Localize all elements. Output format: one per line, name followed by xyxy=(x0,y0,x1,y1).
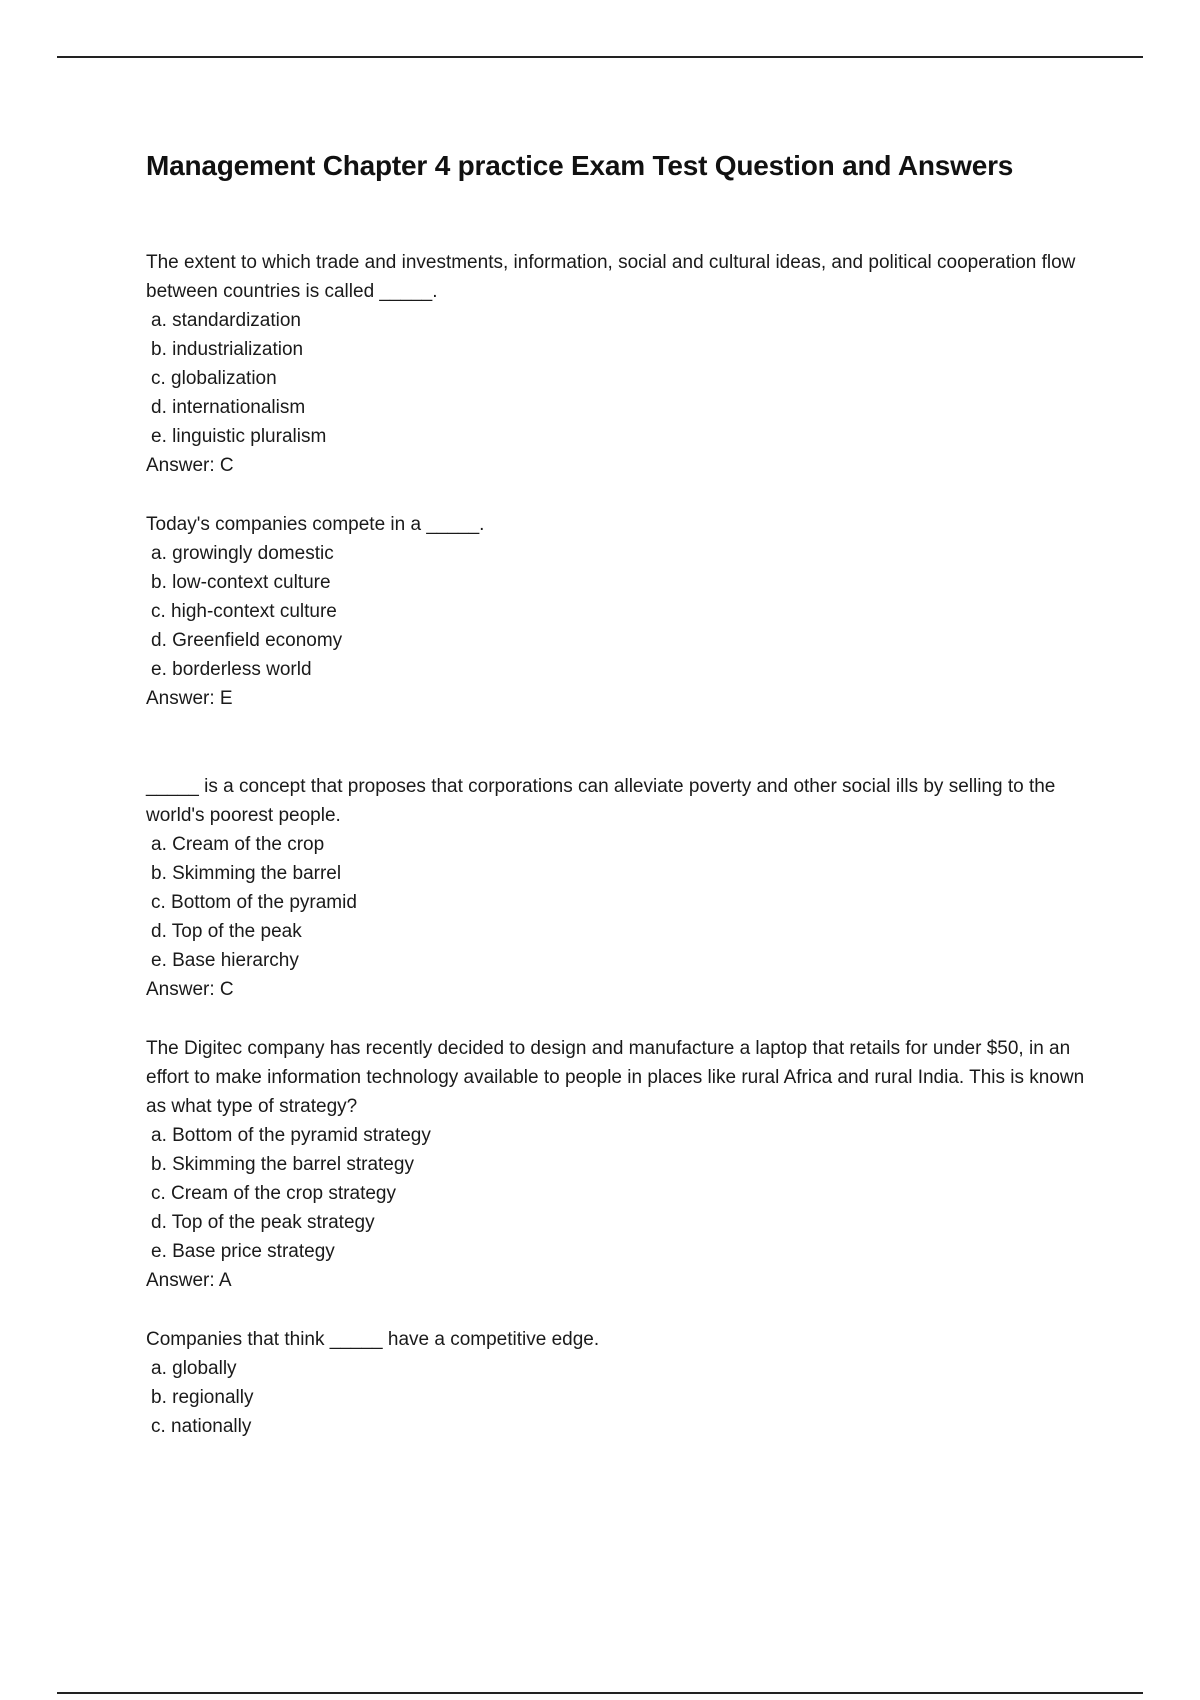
question-text: The Digitec company has recently decided to design and manufacture a laptop that retails for under $50, in an effort to make information technology available to people in places like rural Africa and rural India. This is known as what type of strategy? xyxy=(146,1038,1085,1117)
question-4 xyxy=(146,1034,1106,1295)
options-list xyxy=(146,1354,1106,1441)
question-5 xyxy=(146,1325,1106,1441)
spacer xyxy=(146,1295,1106,1325)
options-list xyxy=(146,1121,1106,1266)
option-c: c. Cream of the crop strategy xyxy=(151,1183,396,1204)
option-a: a. Cream of the crop xyxy=(151,834,325,855)
option-c: c. globalization xyxy=(151,368,277,389)
spacer xyxy=(146,713,1106,772)
option-b: b. low-context culture xyxy=(151,572,331,593)
option-c: c. nationally xyxy=(151,1416,252,1437)
option-d: d. Top of the peak xyxy=(151,921,302,942)
answer-line: Answer: C xyxy=(146,455,234,476)
option-c: c. Bottom of the pyramid xyxy=(151,892,357,913)
option-e: e. Base price strategy xyxy=(151,1241,335,1262)
option-a: a. growingly domestic xyxy=(151,543,334,564)
document-body xyxy=(146,146,1106,1441)
options-list xyxy=(146,306,1106,451)
spacer xyxy=(146,480,1106,510)
option-e: e. Base hierarchy xyxy=(151,950,299,971)
option-b: b. Skimming the barrel strategy xyxy=(151,1154,414,1175)
bottom-rule xyxy=(57,1692,1143,1694)
question-text: Companies that think _____ have a competitive edge. xyxy=(146,1329,600,1350)
options-list xyxy=(146,830,1106,975)
option-d: d. Top of the peak strategy xyxy=(151,1212,375,1233)
question-text: Today's companies compete in a _____. xyxy=(146,514,485,535)
spacer xyxy=(146,1004,1106,1034)
question-text: _____ is a concept that proposes that corporations can alleviate poverty and other social ills by selling to the world's poorest people. xyxy=(146,776,1056,826)
question-3 xyxy=(146,772,1106,1004)
options-list xyxy=(146,539,1106,684)
question-2 xyxy=(146,510,1106,713)
question-1 xyxy=(146,248,1106,480)
option-a: a. globally xyxy=(151,1358,237,1379)
option-b: b. Skimming the barrel xyxy=(151,863,342,884)
answer-line: Answer: E xyxy=(146,688,233,709)
option-a: a. standardization xyxy=(151,310,301,331)
answer-line: Answer: C xyxy=(146,979,234,1000)
option-b: b. industrialization xyxy=(151,339,304,360)
option-d: d. internationalism xyxy=(151,397,306,418)
option-e: e. borderless world xyxy=(151,659,312,680)
answer-line: Answer: A xyxy=(146,1270,232,1291)
top-rule xyxy=(57,56,1143,58)
option-d: d. Greenfield economy xyxy=(151,630,343,651)
question-text: The extent to which trade and investments, information, social and cultural ideas, and political cooperation flow between countries is called _____. xyxy=(146,252,1076,302)
option-c: c. high-context culture xyxy=(151,601,337,622)
option-a: a. Bottom of the pyramid strategy xyxy=(151,1125,431,1146)
option-b: b. regionally xyxy=(151,1387,254,1408)
option-e: e. linguistic pluralism xyxy=(151,426,327,447)
page-title: Management Chapter 4 practice Exam Test Question and Answers xyxy=(146,150,1014,181)
